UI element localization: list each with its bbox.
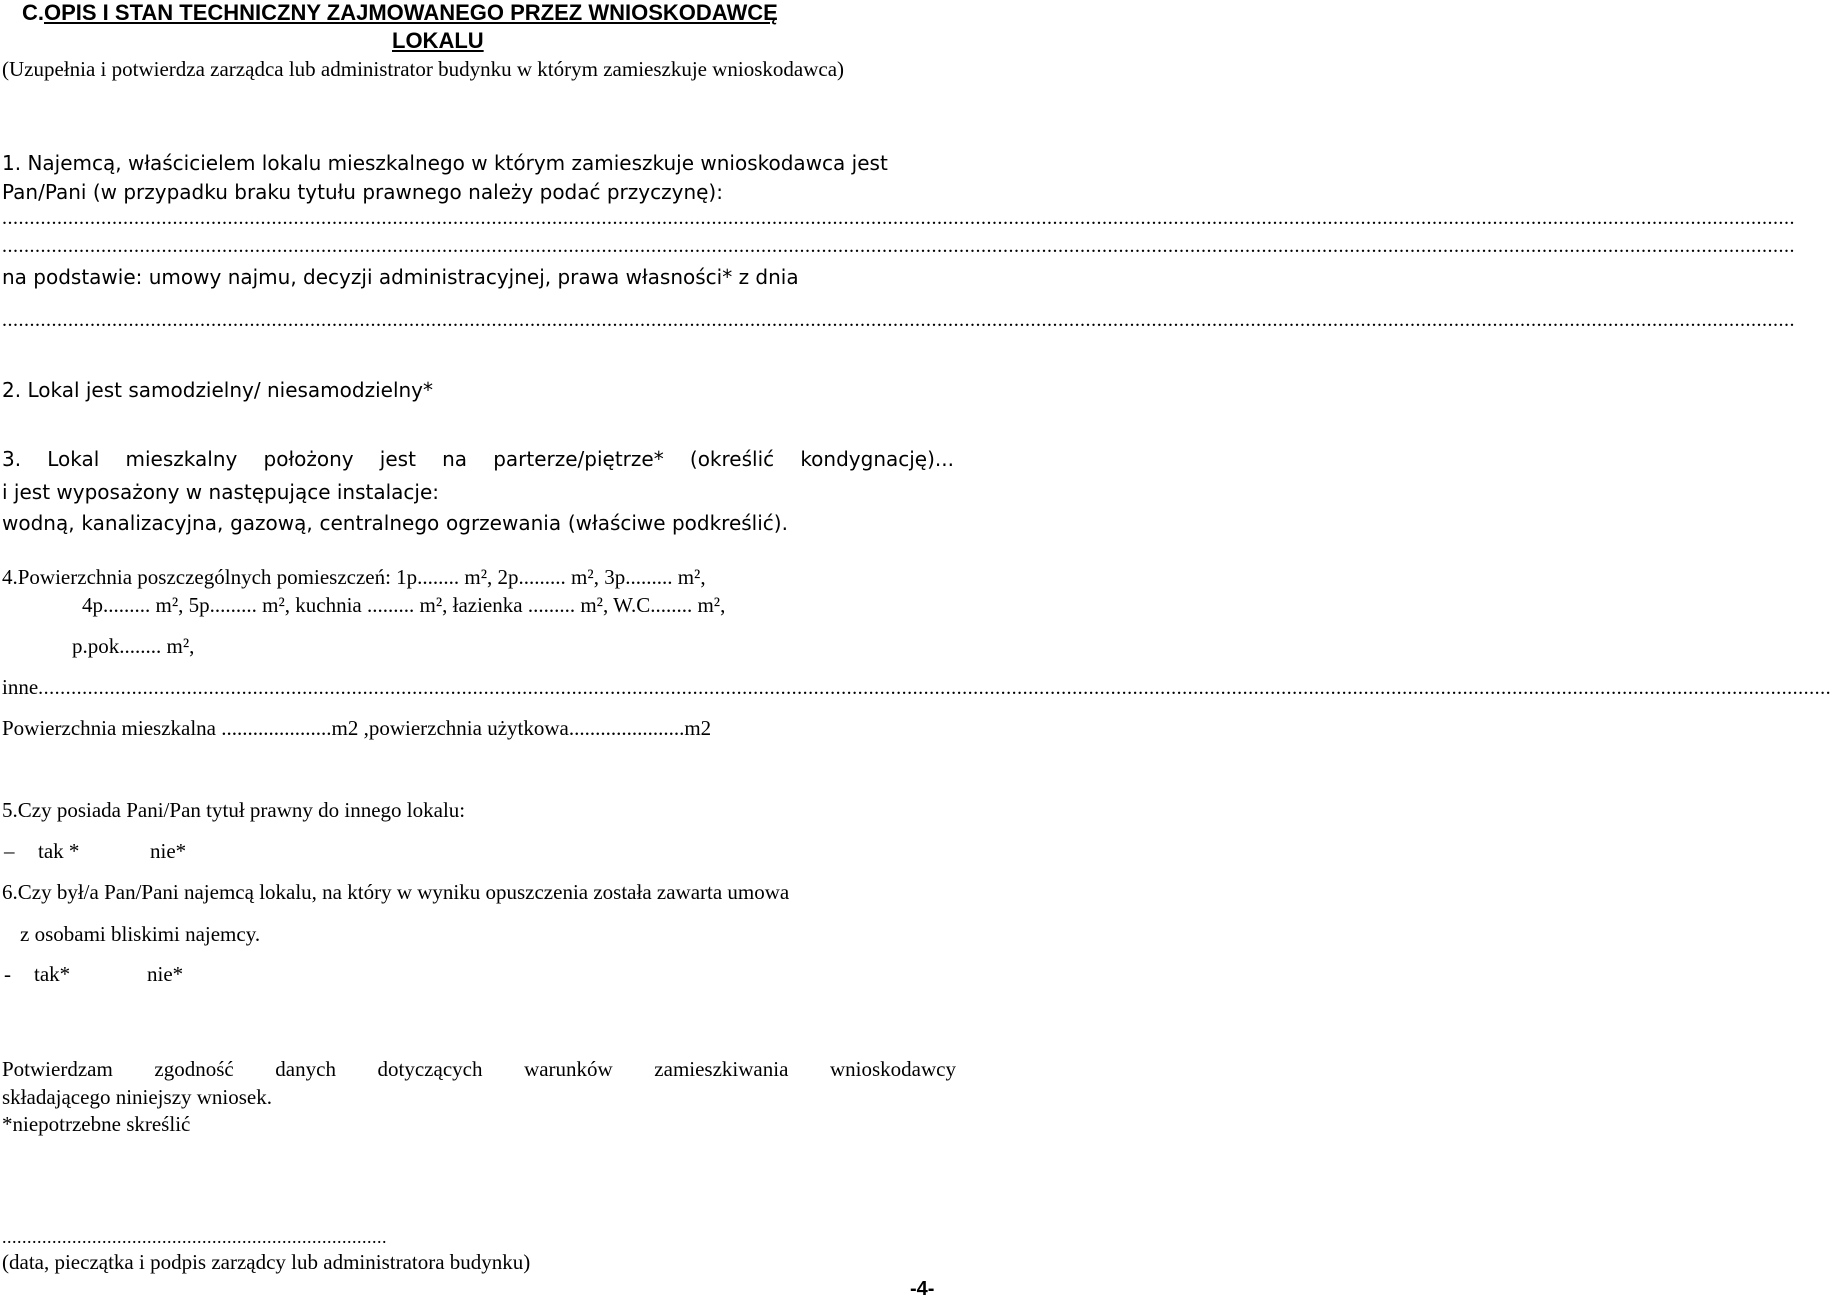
q4-line3: p.pok........ m², bbox=[72, 634, 195, 658]
confirmation-word: zgodność bbox=[154, 1057, 234, 1081]
q3-word: wodną, bbox=[2, 511, 75, 535]
q1-dots-c: ...................................................................................................................................................................................................................................................................................................................................... bbox=[2, 309, 1795, 331]
section-subtitle: (Uzupełnia i potwierdza zarządca lub administrator budynku w którym zamieszkuje wnioskodawca) bbox=[2, 57, 845, 81]
signature-dots: ............................................................................. bbox=[2, 1227, 387, 1247]
q5-question: 5.Czy posiada Pani/Pan tytuł prawny do innego lokalu: bbox=[2, 798, 466, 822]
page-number: -4- bbox=[910, 1278, 935, 1300]
q3-word: położony bbox=[263, 447, 354, 471]
confirmation-line1 bbox=[2, 1059, 956, 1080]
q6-question: 6.Czy był/a Pan/Pani najemcą lokalu, na który w wyniku opuszczenia została zawarta umowa bbox=[2, 880, 790, 904]
q2-text: 2. Lokal jest samodzielny/ niesamodzielny* bbox=[2, 378, 434, 402]
q3-line3 bbox=[2, 513, 788, 533]
footnote: *niepotrzebne skreślić bbox=[2, 1112, 191, 1136]
q5-dash: – bbox=[4, 839, 15, 863]
section-prefix: C. bbox=[22, 0, 44, 25]
q1-dots-b: ...................................................................................................................................................................................................................................................................................................................................... bbox=[2, 235, 1795, 257]
q4-other bbox=[2, 675, 1831, 699]
q1-line2: Pan/Pani (w przypadku braku tytułu prawnego należy podać przyczynę): bbox=[2, 180, 723, 204]
signature-caption: (data, pieczątka i podpis zarządcy lub administratora budynku) bbox=[2, 1250, 531, 1274]
q5-option-yes: tak * bbox=[38, 839, 80, 863]
confirmation-word: Potwierdzam bbox=[2, 1057, 113, 1081]
q6-question-cont: z osobami bliskimi najemcy. bbox=[20, 922, 261, 946]
q3-word: parterze/piętrze* bbox=[493, 447, 664, 471]
q3-word: na bbox=[442, 447, 468, 471]
section-title bbox=[22, 2, 778, 24]
q3-word: (właściwe podkreślić). bbox=[567, 511, 788, 535]
q3-word: (określić bbox=[689, 447, 775, 471]
confirmation-word: zamieszkiwania bbox=[654, 1057, 789, 1081]
q3-word: Lokal bbox=[47, 447, 100, 471]
q3-word: jest bbox=[379, 447, 416, 471]
q4-line2: 4p......... m², 5p......... m², kuchnia ......... m², łazienka ......... m², W.C........ m², bbox=[82, 593, 726, 617]
q1-dots-a: ...................................................................................................................................................................................................................................................................................................................................... bbox=[2, 207, 1795, 229]
confirmation-word: danych bbox=[275, 1057, 336, 1081]
q4-other-label: inne bbox=[2, 675, 39, 699]
confirmation-word: warunków bbox=[524, 1057, 613, 1081]
section-title-line2: LOKALU bbox=[392, 28, 484, 53]
q6-dash: - bbox=[4, 962, 11, 986]
q6-option-no: nie* bbox=[147, 962, 184, 986]
q1-basis: na podstawie: umowy najmu, decyzji administracyjnej, prawa własności* z dnia bbox=[2, 265, 799, 289]
confirmation-word: dotyczących bbox=[377, 1057, 483, 1081]
q5-option-no: nie* bbox=[150, 839, 187, 863]
q3-word: mieszkalny bbox=[125, 447, 238, 471]
confirmation-line2: składającego niniejszy wniosek. bbox=[2, 1085, 273, 1109]
q4-other-dots: ...................................................................................................................................................................................................................................................................................................................................... bbox=[38, 677, 1831, 699]
q3-line1 bbox=[2, 449, 954, 469]
q3-word: ogrzewania bbox=[446, 511, 562, 535]
q1-line1: 1. Najemcą, właścicielem lokalu mieszkalnego w którym zamieszkuje wnioskodawca jest bbox=[2, 151, 888, 175]
q4-summary: Powierzchnia mieszkalna .....................m2 ,powierzchnia użytkowa......................m2 bbox=[2, 716, 712, 740]
q3-word: centralnego bbox=[319, 511, 440, 535]
section-title-line1: OPIS I STAN TECHNICZNY ZAJMOWANEGO PRZEZ WNIOSKODAWCĘ bbox=[44, 0, 778, 25]
q3-word: 3. bbox=[2, 447, 22, 471]
q3-word: kondygnację)... bbox=[800, 447, 954, 471]
q3-line2: i jest wyposażony w następujące instalacje: bbox=[2, 480, 440, 504]
q4-line1: 4.Powierzchnia poszczególnych pomieszczeń: 1p........ m², 2p......... m², 3p......... m², bbox=[2, 565, 706, 589]
q3-word: kanalizacyjna, bbox=[81, 511, 224, 535]
q3-word: gazową, bbox=[230, 511, 313, 535]
confirmation-word: wnioskodawcy bbox=[829, 1057, 956, 1081]
q6-option-yes: tak* bbox=[34, 962, 71, 986]
